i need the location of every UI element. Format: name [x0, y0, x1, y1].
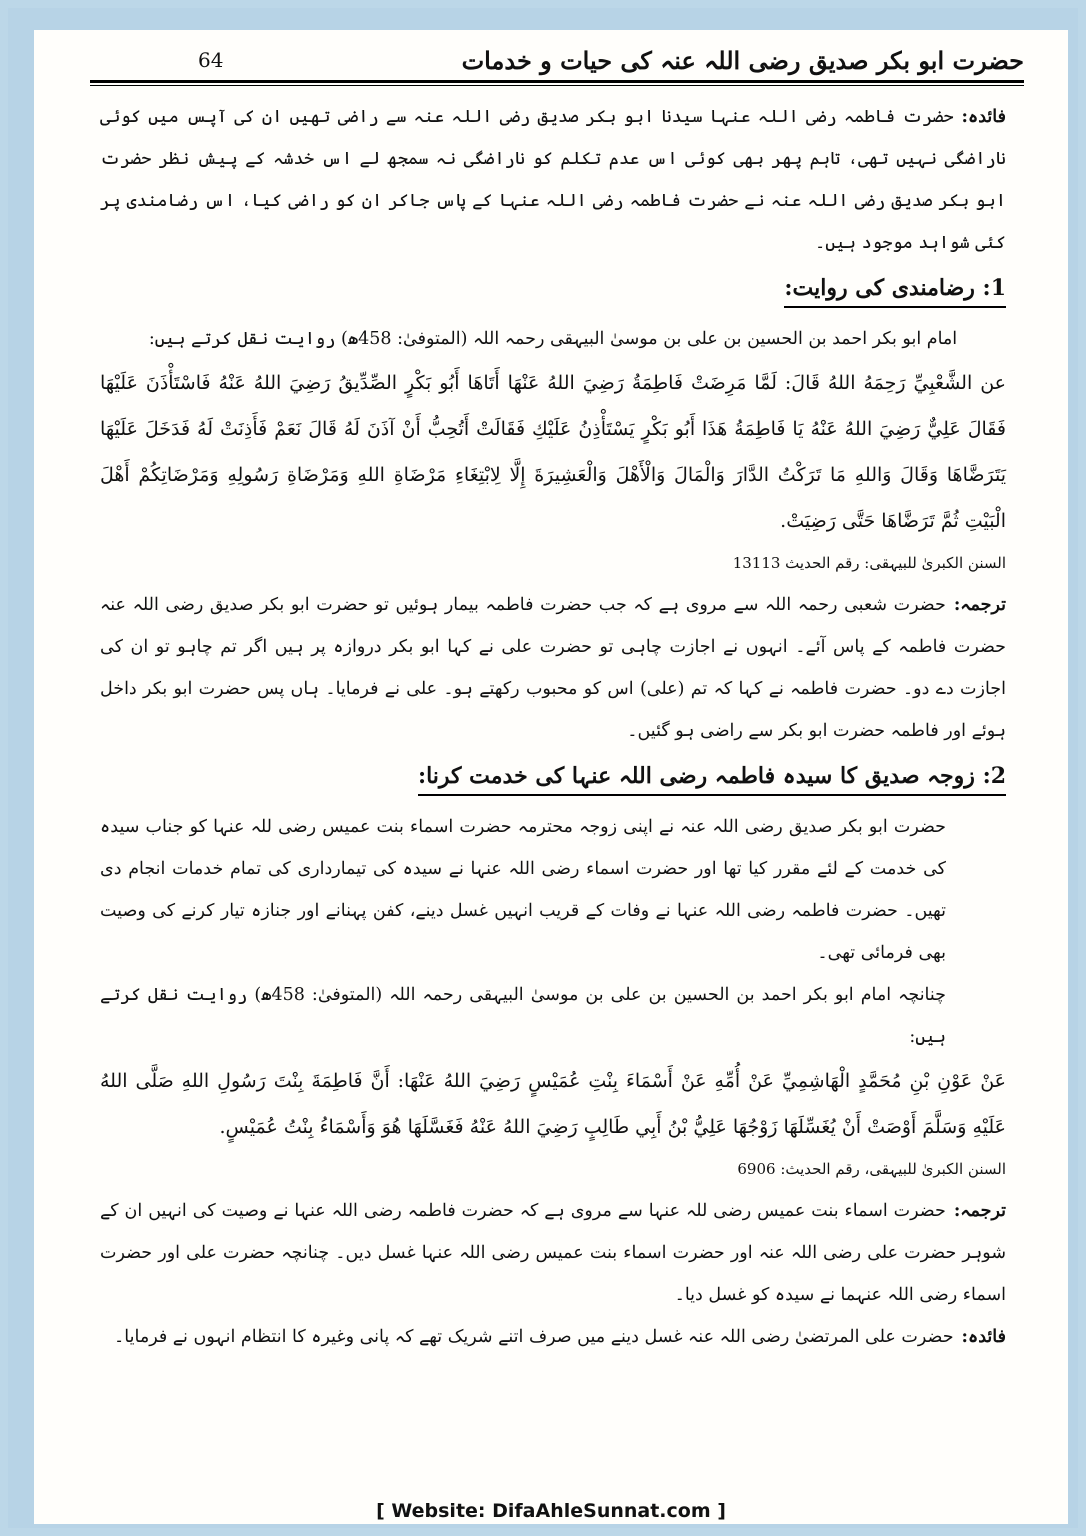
paragraph-text: حضرت اسماء بنت عمیس رضی للہ عنہا سے مروی ہے کہ حضرت فاطمہ رضی اللہ عنہا نے وصیت کی انہیں ان کے شوہر حضرت علی رضی اللہ عنہ اور حضرت اسماء بنت عمیس رضی اللہ عنہا غسل دیں۔ چنانچہ حضرت علی اور حضرت اسماء رضی اللہ عنہما نے سیدہ کو غسل دیا۔ — [100, 1201, 1006, 1305]
paragraph-service: حضرت ابو بکر صدیق رضی اللہ عنہ نے اپنی زوجہ محترمہ حضرت اسماء بنت عمیس رضی للہ عنہا کو جناب سیدہ کی خدمت کے لئے مقرر کیا تھا اور حضرت اسماء رضی اللہ عنہا نے سیدہ کی تیمارداری کی تمام خدمات انجام دی تھیں۔ حضرت فاطمہ رضی اللہ عنہا نے وفات کے قریب انہیں غسل دینے، کفن پہنانے اور جنازہ تیار کرنے کی وصیت بھی فرمائی تھی۔ — [100, 817, 946, 963]
hadith-reference-2: السنن الکبریٰ للبیہقی، رقم الحدیث: 6906 — [737, 1160, 1006, 1178]
page-border — [8, 8, 1078, 1528]
paragraph-text: حضرت علی المرتضیٰ رضی اللہ عنہ غسل دینے میں صرف اتنے شریک تھے کہ پانی وغیرہ کا انتظام انہوں نے فرمایا۔ — [114, 1327, 954, 1347]
page-body — [100, 96, 1006, 1358]
arabic-hadith-2: عَنْ عَوْنِ بْنِ مُحَمَّدٍ الْهَاشِمِيِّ عَنْ أُمِّهِ عَنْ أَسْمَاءَ بِنْتِ عُمَيْسٍ رَضِيَ اللهُ عَنْهَا: أَنَّ فَاطِمَةَ بِنْتَ رَسُولِ اللهِ صَلَّى اللهُ عَلَيْهِ وَسَلَّمَ أَوْصَتْ أَنْ يُغَسِّلَهَا زَوْجُهَا عَلِيُّ بْنُ أَبِي طَالِبٍ رَضِيَ اللهُ عَنْهُ فَغَسَّلَهَا هُوَ وَأَسْمَاءُ بِنْتُ عُمَيْسٍ. — [100, 1070, 1006, 1138]
paragraph-text: حضرت فاطمہ رضی اللہ عنہا سیدنا ابو بکر صدیق رضی اللہ عنہ سے راضی تھیں ان کی آپس میں کوئی ناراضگی نہیں تھی، تاہم پھر بھی کوئی اس عدم تکلم کو ناراضگی نہ سمجھ لے اس خدشہ کے پیش نظر حضرت ابو بکر صدیق رضی اللہ عنہ نے حضرت فاطمہ رضی اللہ عنہا کے پاس جاکر ان کو راضی کیا، اس رضامندی پر کئی شواہد موجود ہیں۔ — [100, 107, 1006, 253]
header-rule — [90, 80, 1024, 83]
paragraph-label: فائدہ: — [961, 107, 1006, 127]
paragraph-benefit-1 — [100, 96, 1006, 264]
running-header — [78, 44, 1024, 84]
arabic-hadith-1: عن الشَّعْبِيِّ رَحِمَهُ اللهُ قَالَ: لَمَّا مَرِضَتْ فَاطِمَةُ رَضِيَ اللهُ عَنْهَا أَتَاهَا أَبُو بَكْرٍ الصِّدِّيقُ رَضِيَ اللهُ عَنْهُ فَاسْتَأْذَنَ عَلَيْهَا فَقَالَ عَلِيٌّ رَضِيَ اللهُ عَنْهُ يَا فَاطِمَةُ هَذَا أَبُو بَكْرٍ يَسْتَأْذِنُ عَلَيْكِ فَقَالَتْ أَتُحِبُّ أَنْ آذَنَ لَهُ قَالَ نَعَمْ فَأَذِنَتْ لَهُ فَدَخَلَ عَلَيْهَا يَتَرَضَّاهَا وَقَالَ وَاللهِ مَا تَرَكْتُ الدَّارَ وَالْمَالَ وَالْأَهْلَ وَالْعَشِيرَةَ إِلَّا لِابْتِغَاءِ مَرْضَاةِ اللهِ وَمَرْضَاةِ رَسُولِهِ وَمَرْضَاتِكُمْ أَهْلَ الْبَيْتِ ثُمَّ تَرَضَّاهَا حَتَّى رَضِيَتْ. — [100, 372, 1006, 532]
paragraph-label: فائدہ: — [961, 1327, 1006, 1347]
section-heading-2: 2: زوجہ صدیق کا سیدہ فاطمہ رضی اللہ عنہا کی خدمت کرنا: — [418, 758, 1006, 796]
paragraph-label: ترجمہ: — [953, 1201, 1006, 1221]
paragraph-label: ترجمہ: — [953, 595, 1006, 615]
header-rule-thin — [90, 85, 1024, 86]
paragraph-benefit-2 — [100, 1316, 1006, 1358]
paragraph-translation-1 — [100, 584, 1006, 752]
website-footer: [ Website: DifaAhleSunnat.com ] — [376, 1500, 726, 1522]
narrator-line-1: امام ابو بکر احمد بن الحسین بن علی بن موسیٰ البیہقی رحمہ اللہ (المتوفیٰ: 458ھ) روایت نقل کرتے ہیں: — [148, 329, 958, 349]
section-heading-1: 1: رضامندی کی روایت: — [784, 270, 1006, 308]
narrator-line-2: چنانچہ امام ابو بکر احمد بن الحسین بن علی بن موسیٰ البیہقی رحمہ اللہ (المتوفیٰ: 458ھ) روایت نقل کرتے ہیں: — [100, 985, 946, 1047]
paragraph-text: حضرت شعبی رحمہ اللہ سے مروی ہے کہ جب حضرت فاطمہ بیمار ہوئیں تو حضرت ابو بکر صدیق رضی اللہ عنہ حضرت فاطمہ کے پاس آئے۔ انہوں نے اجازت چاہی تو حضرت علی نے کہا ابو بکر دروازہ پر ہیں اگر تم چاہو تو ان کی اجازت دے دو۔ حضرت فاطمہ نے کہا کہ تم (علی) اس کو محبوب رکھتے ہو۔ علی نے فرمایا۔ ہاں پس حضرت ابو بکر داخل ہوئے اور فاطمہ حضرت ابو بکر سے راضی ہو گئیں۔ — [100, 595, 1006, 741]
page-number: 64 — [198, 48, 224, 72]
hadith-reference-1: السنن الکبریٰ للبیہقی: رقم الحدیث 13113 — [732, 554, 1006, 572]
paragraph-translation-2 — [100, 1190, 1006, 1316]
document-page — [34, 30, 1068, 1524]
header-title: حضرت ابو بکر صدیق رضی اللہ عنہ کی حیات و خدمات — [461, 46, 1024, 75]
